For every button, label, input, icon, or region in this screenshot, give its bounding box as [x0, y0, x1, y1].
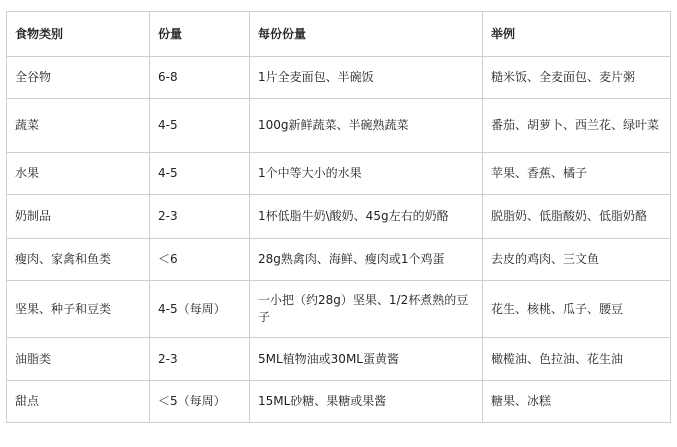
cell-servings: 4-5（每周）	[150, 281, 250, 338]
cell-serving-size: 1个中等大小的水果	[250, 153, 483, 195]
table-row	[7, 195, 671, 239]
table-row	[7, 99, 671, 153]
cell-servings: 2-3	[150, 338, 250, 381]
cell-serving-size: 1杯低脂牛奶\酸奶、45g左右的奶酪	[250, 195, 483, 239]
cell-food-category: 奶制品	[7, 195, 150, 239]
table-row	[7, 338, 671, 381]
cell-servings: 6-8	[150, 57, 250, 99]
cell-examples: 脱脂奶、低脂酸奶、低脂奶酪	[483, 195, 671, 239]
cell-servings: 4-5	[150, 99, 250, 153]
header-examples: 举例	[483, 12, 671, 57]
cell-serving-size: 1片全麦面包、半碗饭	[250, 57, 483, 99]
cell-food-category: 甜点	[7, 381, 150, 423]
cell-serving-size: 一小把（约28g）坚果、1/2杯煮熟的豆子	[250, 281, 483, 338]
cell-servings: 2-3	[150, 195, 250, 239]
table-header-row	[7, 12, 671, 57]
table-row	[7, 153, 671, 195]
cell-serving-size: 5ML植物油或30ML蛋黄酱	[250, 338, 483, 381]
cell-food-category: 水果	[7, 153, 150, 195]
cell-servings: ＜5（每周）	[150, 381, 250, 423]
cell-servings: ＜6	[150, 239, 250, 281]
cell-examples: 花生、核桃、瓜子、腰豆	[483, 281, 671, 338]
cell-servings: 4-5	[150, 153, 250, 195]
cell-examples: 糙米饭、全麦面包、麦片粥	[483, 57, 671, 99]
table-row	[7, 239, 671, 281]
cell-food-category: 全谷物	[7, 57, 150, 99]
cell-food-category: 坚果、种子和豆类	[7, 281, 150, 338]
cell-food-category: 油脂类	[7, 338, 150, 381]
cell-examples: 苹果、香蕉、橘子	[483, 153, 671, 195]
header-servings: 份量	[150, 12, 250, 57]
table-row	[7, 381, 671, 423]
cell-serving-size: 100g新鲜蔬菜、半碗熟蔬菜	[250, 99, 483, 153]
header-food-category: 食物类别	[7, 12, 150, 57]
cell-examples: 番茄、胡萝卜、西兰花、绿叶菜	[483, 99, 671, 153]
cell-serving-size: 15ML砂糖、果糖或果酱	[250, 381, 483, 423]
table-row	[7, 57, 671, 99]
cell-food-category: 瘦肉、家禽和鱼类	[7, 239, 150, 281]
food-servings-table	[6, 11, 671, 423]
cell-examples: 糖果、冰糕	[483, 381, 671, 423]
cell-food-category: 蔬菜	[7, 99, 150, 153]
cell-examples: 去皮的鸡肉、三文鱼	[483, 239, 671, 281]
cell-serving-size: 28g熟禽肉、海鲜、瘦肉或1个鸡蛋	[250, 239, 483, 281]
header-serving-size: 每份份量	[250, 12, 483, 57]
table-row	[7, 281, 671, 338]
cell-examples: 橄榄油、色拉油、花生油	[483, 338, 671, 381]
